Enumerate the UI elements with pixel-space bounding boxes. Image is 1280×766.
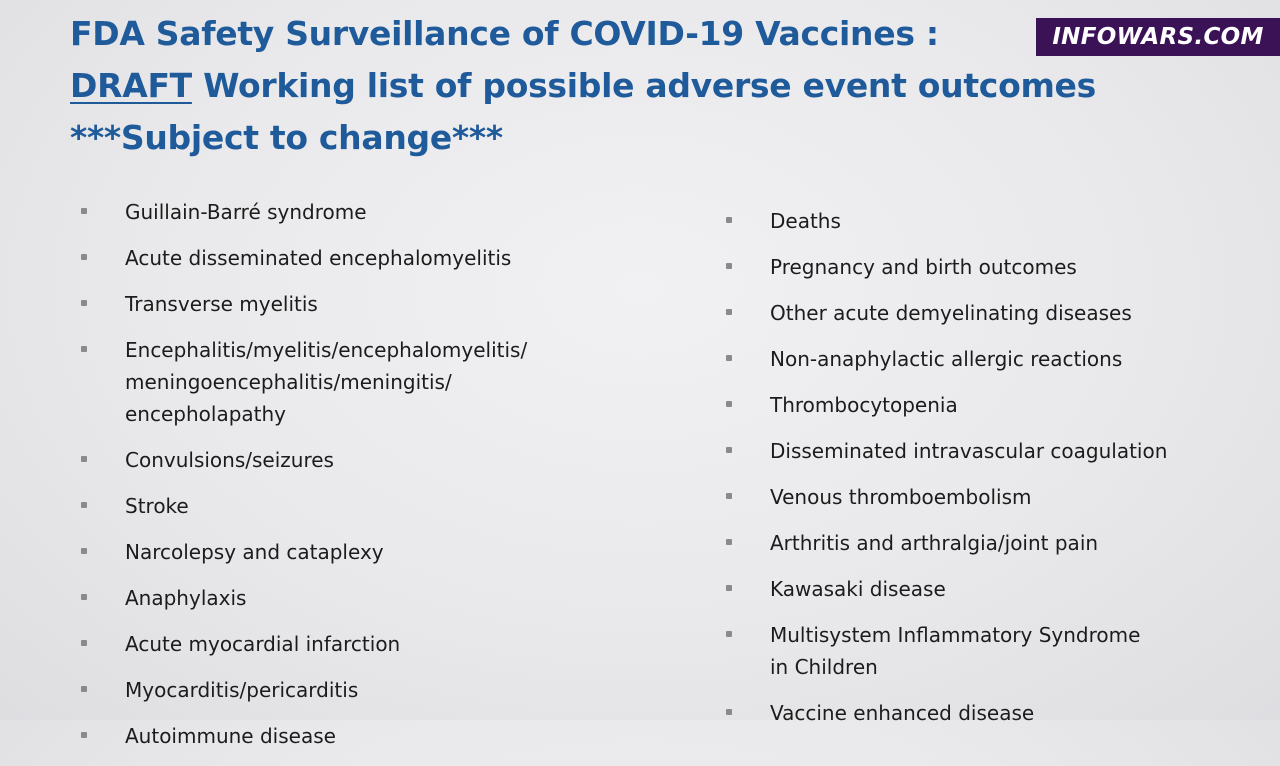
bullet-icon bbox=[81, 686, 87, 692]
list-item bbox=[78, 444, 638, 476]
list-item-text: Convulsions/seizures bbox=[125, 448, 334, 472]
list-item-text: Vaccine enhanced disease bbox=[770, 701, 1035, 725]
bullet-icon bbox=[81, 502, 87, 508]
bullet-icon bbox=[726, 401, 732, 407]
bullet-icon bbox=[726, 493, 732, 499]
list-item-text: Acute myocardial infarction bbox=[125, 632, 401, 656]
bullet-icon bbox=[726, 263, 732, 269]
list-item-text: Stroke bbox=[125, 494, 189, 518]
bullet-icon bbox=[81, 456, 87, 462]
list-item-text: Other acute demyelinating diseases bbox=[770, 301, 1132, 325]
bullet-icon bbox=[81, 346, 87, 352]
bullet-icon bbox=[81, 254, 87, 260]
right-outcome-list bbox=[723, 205, 1243, 743]
list-item-text: in Children bbox=[770, 655, 878, 679]
list-item-text: meningoencephalitis/meningitis/ bbox=[125, 370, 452, 394]
list-item-text: Encephalitis/myelitis/encephalomyelitis/ bbox=[125, 338, 528, 362]
list-item-text: encepholapathy bbox=[125, 402, 287, 426]
bullet-icon bbox=[726, 355, 732, 361]
list-item-text: Pregnancy and birth outcomes bbox=[770, 255, 1077, 279]
list-item bbox=[723, 619, 1243, 683]
bullet-icon bbox=[81, 208, 87, 214]
list-item-text: Narcolepsy and cataplexy bbox=[125, 540, 384, 564]
list-item bbox=[78, 628, 638, 660]
title-line-2-rest: Working list of possible adverse event outcomes bbox=[191, 66, 1096, 105]
bullet-icon bbox=[81, 640, 87, 646]
list-item bbox=[78, 536, 638, 568]
bullet-icon bbox=[726, 585, 732, 591]
list-item bbox=[723, 481, 1243, 513]
list-item-text: Multisystem Inflammatory Syndrome bbox=[770, 623, 1141, 647]
infowars-logo bbox=[1036, 18, 1280, 56]
list-item bbox=[78, 582, 638, 614]
bullet-icon bbox=[726, 217, 732, 223]
list-item-text: Arthritis and arthralgia/joint pain bbox=[770, 531, 1099, 555]
list-item-text: Kawasaki disease bbox=[770, 577, 946, 601]
list-item bbox=[78, 288, 638, 320]
list-item-text: Non-anaphylactic allergic reactions bbox=[770, 347, 1123, 371]
slide-title bbox=[70, 8, 1120, 164]
bullet-icon bbox=[726, 631, 732, 637]
list-item-text: Transverse myelitis bbox=[125, 292, 318, 316]
bullet-icon bbox=[726, 309, 732, 315]
list-item-text: Deaths bbox=[770, 209, 841, 233]
list-item bbox=[723, 389, 1243, 421]
bullet-icon bbox=[726, 539, 732, 545]
list-item bbox=[723, 573, 1243, 605]
bullet-icon bbox=[81, 732, 87, 738]
list-item bbox=[723, 297, 1243, 329]
list-item-text: Acute disseminated encephalomyelitis bbox=[125, 246, 512, 270]
list-item bbox=[78, 242, 638, 274]
bullet-icon bbox=[81, 594, 87, 600]
list-item bbox=[723, 435, 1243, 467]
title-line-2 bbox=[70, 60, 1120, 112]
left-outcome-list bbox=[78, 196, 638, 766]
title-line-3: ***Subject to change*** bbox=[70, 118, 503, 157]
title-line-1: FDA Safety Surveillance of COVID-19 Vaccines : bbox=[70, 14, 939, 53]
list-item-text: Guillain-Barré syndrome bbox=[125, 200, 367, 224]
list-item bbox=[78, 196, 638, 228]
title-draft-word: DRAFT bbox=[70, 66, 192, 105]
logo-text: INFOWARS.COM bbox=[1052, 24, 1264, 50]
list-item bbox=[723, 527, 1243, 559]
list-item-text: Autoimmune disease bbox=[125, 724, 336, 748]
list-item-text: Disseminated intravascular coagulation bbox=[770, 439, 1168, 463]
list-item bbox=[78, 720, 638, 752]
list-item-text: Thrombocytopenia bbox=[770, 393, 958, 417]
list-item bbox=[723, 697, 1243, 729]
list-item bbox=[78, 334, 638, 430]
list-item bbox=[723, 251, 1243, 283]
list-item-text: Anaphylaxis bbox=[125, 586, 247, 610]
bullet-icon bbox=[726, 447, 732, 453]
list-item-text: Myocarditis/pericarditis bbox=[125, 678, 359, 702]
bullet-icon bbox=[81, 300, 87, 306]
list-item bbox=[723, 205, 1243, 237]
list-item-text: Venous thromboembolism bbox=[770, 485, 1032, 509]
list-item bbox=[723, 343, 1243, 375]
bullet-icon bbox=[81, 548, 87, 554]
list-item bbox=[78, 674, 638, 706]
bullet-icon bbox=[726, 709, 732, 715]
list-item bbox=[78, 490, 638, 522]
